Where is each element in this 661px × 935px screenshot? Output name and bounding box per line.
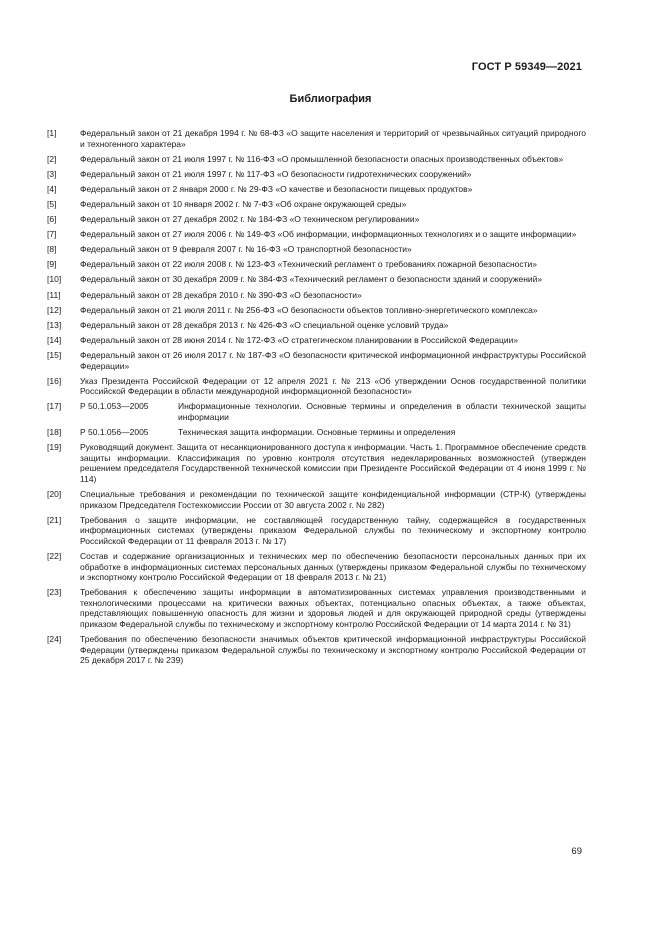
reference-number: [15] [47, 349, 62, 360]
reference-item [47, 128, 586, 149]
reference-number: [10] [47, 274, 62, 285]
reference-item [47, 199, 586, 210]
reference-text: Федеральный закон от 28 июня 2014 г. № 172-ФЗ «О стратегическом планировании в Российской Федерации» [80, 334, 519, 345]
reference-item [47, 350, 586, 371]
reference-number: [9] [47, 259, 57, 270]
reference-item [47, 427, 586, 438]
reference-item [47, 274, 586, 285]
standard-code: Р 50.1.056—2005 [80, 426, 149, 437]
reference-number: [19] [47, 442, 62, 453]
standard-title: Информационные технологии. Основные термины и определения в области технической защиты информации [178, 401, 586, 422]
reference-number: [17] [47, 401, 62, 412]
reference-text [80, 401, 586, 422]
reference-item [47, 305, 586, 316]
reference-number: [16] [47, 375, 62, 386]
reference-text: Федеральный закон от 9 февраля 2007 г. № 16-ФЗ «О транспортной безопасности» [80, 244, 412, 255]
reference-number: [3] [47, 168, 57, 179]
reference-text: Федеральный закон от 28 декабря 2010 г. № 390-ФЗ «О безопасности» [80, 289, 362, 300]
document-code: ГОСТ Р 59349—2021 [471, 61, 582, 73]
standard-code: Р 50.1.053—2005 [80, 401, 149, 412]
reference-item [47, 154, 586, 165]
reference-item [47, 169, 586, 180]
reference-item [47, 214, 586, 225]
reference-text: Федеральный закон от 21 июля 1997 г. № 116-ФЗ «О промышленной безопасности опасных производственных объектов» [80, 153, 564, 164]
reference-item [47, 229, 586, 240]
reference-text [80, 427, 586, 438]
reference-text: Федеральный закон от 26 июля 2017 г. № 187-ФЗ «О безопасности критической информационной инфраструктуры Российской Федерации» [80, 349, 586, 371]
reference-text: Специальные требования и рекомендации по технической защите конфиденциальной информации (СТР-К) (утверждены приказом Председателя Гостехкомиссии России от 30 августа 2002 г. № 282) [80, 488, 586, 510]
reference-number: [22] [47, 550, 62, 561]
reference-text: Федеральный закон от 27 июля 2006 г. № 149-ФЗ «Об информации, информационных технологиях и о защите информации» [80, 229, 577, 240]
reference-number: [4] [47, 183, 57, 194]
reference-number: [2] [47, 153, 57, 164]
reference-item [47, 184, 586, 195]
reference-item [47, 244, 586, 255]
reference-item [47, 259, 586, 270]
reference-item [47, 401, 586, 422]
reference-text: Требования по обеспечению безопасности значимых объектов критической информационной инфраструктуры Российской Федерации (утверждены приказом Федеральной службы по техническому и экспортному контролю Российской Федерации от 25 декабря 2017 г. № 239) [80, 634, 586, 666]
reference-text: Руководящий документ. Защита от несанкционированного доступа к информации. Часть 1. Программное обеспечение средств защиты информации. Классификация по уровню контроля отсутствия недекларированных возможностей (утвержден решением председателя Государственной технической комиссии при Президенте Российской Федерации от 4 июня 1999 г. № 114) [80, 442, 586, 484]
reference-number: [20] [47, 488, 62, 499]
standard-title: Техническая защита информации. Основные термины и определения [178, 426, 456, 437]
reference-number: [8] [47, 244, 57, 255]
reference-text: Требования к обеспечению защиты информации в автоматизированных системах управления производственными и технологическими процессами на критически важных объектах, потенциально опасных объектах, а также объектах, представляющих повышенную опасность для жизни и здоровья людей и для окружающей природной среды (утверждены приказом Федеральной службы по техническому и экспортному контролю Российской Федерации от 14 марта 2014 г. № 31) [80, 587, 586, 629]
reference-number: [11] [47, 289, 61, 300]
reference-item [47, 335, 586, 346]
reference-item [47, 587, 586, 629]
reference-text: Федеральный закон от 30 декабря 2009 г. № 384-ФЗ «Технический регламент о безопасности зданий и сооружений» [80, 274, 543, 285]
reference-text: Федеральный закон от 21 июля 2011 г. № 256-ФЗ «О безопасности объектов топливно-энергетического комплекса» [80, 304, 538, 315]
reference-number: [6] [47, 214, 57, 225]
section-heading: Библиография [289, 93, 372, 105]
reference-number: [7] [47, 229, 57, 240]
reference-item [47, 290, 586, 301]
reference-item [47, 376, 586, 397]
page-number: 69 [571, 846, 582, 857]
reference-item [47, 634, 586, 666]
reference-number: [12] [47, 304, 62, 315]
reference-number: [14] [47, 334, 62, 345]
reference-text: Федеральный закон от 22 июля 2008 г. № 123-ФЗ «Технический регламент о требованиях пожарной безопасности» [80, 259, 537, 270]
reference-item [47, 442, 586, 484]
reference-text: Федеральный закон от 21 декабря 1994 г. № 68-ФЗ «О защите населения и территорий от чрезвычайных ситуаций природного и техногенного характера» [80, 128, 586, 149]
reference-number: [18] [47, 426, 62, 437]
reference-number: [13] [47, 319, 62, 330]
reference-number: [21] [47, 514, 62, 525]
reference-number: [24] [47, 634, 62, 645]
reference-number: [23] [47, 587, 62, 598]
reference-text: Федеральный закон от 21 июля 1997 г. № 117-ФЗ «О безопасности гидротехнических сооружений» [80, 168, 472, 179]
reference-text: Федеральный закон от 2 января 2000 г. № 29-ФЗ «О качестве и безопасности пищевых продуктов» [80, 183, 473, 194]
reference-item [47, 320, 586, 331]
reference-item [47, 551, 586, 583]
reference-item [47, 515, 586, 547]
reference-number: [1] [47, 128, 57, 138]
reference-text: Указ Президента Российской Федерации от 12 апреля 2021 г. № 213 «Об утверждении Основ государственной политики Российской Федерации в области международной информационной безопасности» [80, 375, 586, 397]
reference-number: [5] [47, 198, 57, 209]
reference-text: Федеральный закон от 27 декабря 2002 г. № 184-ФЗ «О техническом регулировании» [80, 214, 420, 225]
reference-text: Федеральный закон от 10 января 2002 г. № 7-ФЗ «Об охране окружающей среды» [80, 198, 407, 209]
reference-text: Требования о защите информации, не составляющей государственную тайну, содержащейся в государственных информационных системах (утверждены приказом Федеральной службы по техническому и экспортному контролю Российской Федерации от 11 февраля 2013 г. № 17) [80, 514, 586, 546]
reference-text: Состав и содержание организационных и технических мер по обеспечению безопасности персональных данных при их обработке в информационных системах персональных данных (утверждены приказом Федеральной службы по техническому и экспортному контролю Российской Федерации от 18 февраля 2013 г. № 21) [80, 550, 586, 583]
reference-text: Федеральный закон от 28 декабря 2013 г. № 426-ФЗ «О специальной оценке условий труда» [80, 319, 449, 330]
reference-item [47, 489, 586, 510]
bibliography-list [47, 128, 586, 670]
